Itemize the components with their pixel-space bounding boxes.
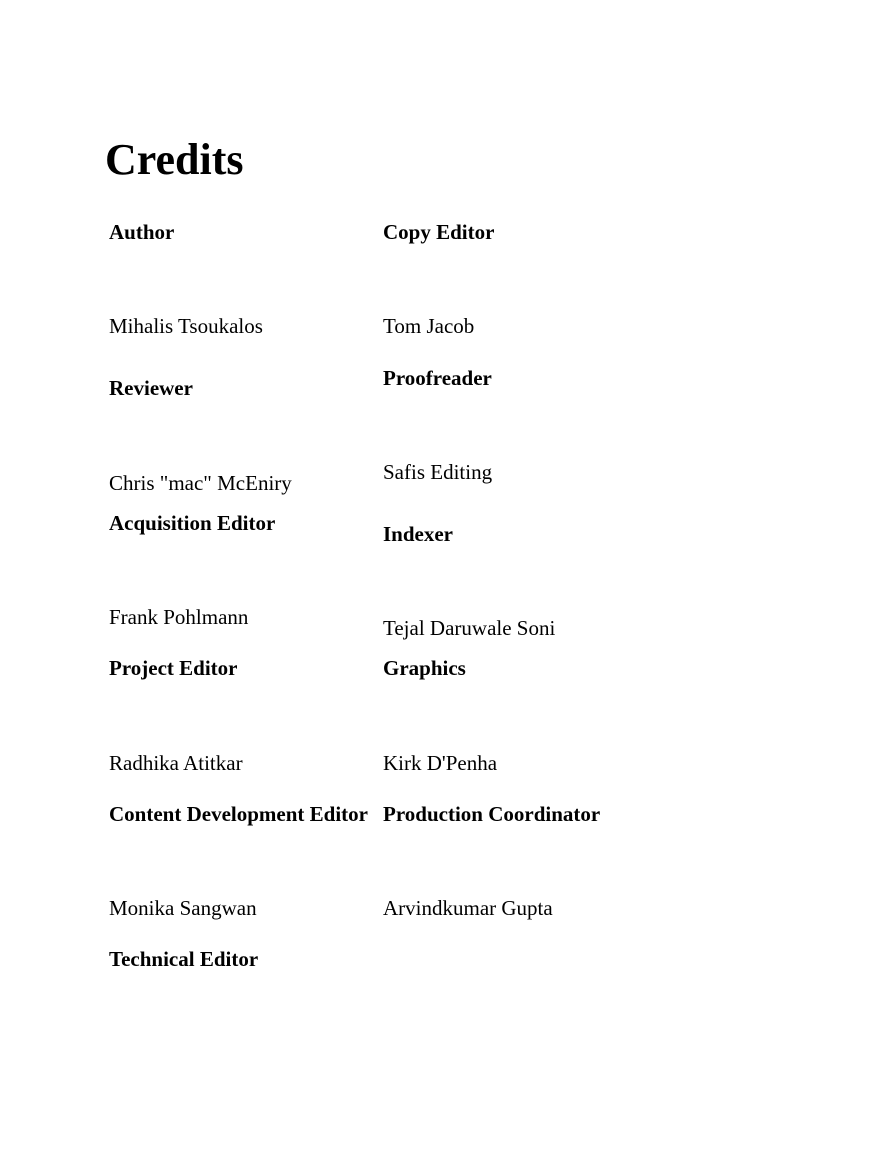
credit-role-graphics: Graphics bbox=[383, 656, 466, 680]
credit-role-content-development-editor: Content Development Editor bbox=[109, 802, 368, 826]
credit-name-graphics: Kirk D'Penha bbox=[383, 751, 498, 775]
credit-name-content-development-editor: Monika Sangwan bbox=[109, 896, 257, 920]
credit-role-technical-editor: Technical Editor bbox=[109, 947, 259, 971]
credit-role-acquisition-editor: Acquisition Editor bbox=[109, 511, 276, 535]
credit-role-production-coordinator: Production Coordinator bbox=[383, 802, 601, 826]
credit-role-copy-editor: Copy Editor bbox=[383, 220, 495, 244]
credit-name-project-editor: Radhika Atitkar bbox=[109, 751, 243, 775]
credit-name-author: Mihalis Tsoukalos bbox=[109, 314, 263, 338]
credit-name-production-coordinator: Arvindkumar Gupta bbox=[383, 896, 553, 920]
page-title: Credits bbox=[105, 135, 244, 184]
credit-name-proofreader: Safis Editing bbox=[383, 460, 493, 484]
credit-name-indexer: Tejal Daruwale Soni bbox=[383, 616, 556, 640]
credit-name-acquisition-editor: Frank Pohlmann bbox=[109, 605, 249, 629]
credit-role-author: Author bbox=[109, 220, 175, 244]
credit-name-reviewer: Chris "mac" McEniry bbox=[109, 471, 292, 495]
credit-role-proofreader: Proofreader bbox=[383, 366, 492, 390]
credit-name-copy-editor: Tom Jacob bbox=[383, 314, 475, 338]
credit-role-project-editor: Project Editor bbox=[109, 656, 238, 680]
credit-role-reviewer: Reviewer bbox=[109, 376, 193, 400]
credit-role-indexer: Indexer bbox=[383, 522, 453, 546]
